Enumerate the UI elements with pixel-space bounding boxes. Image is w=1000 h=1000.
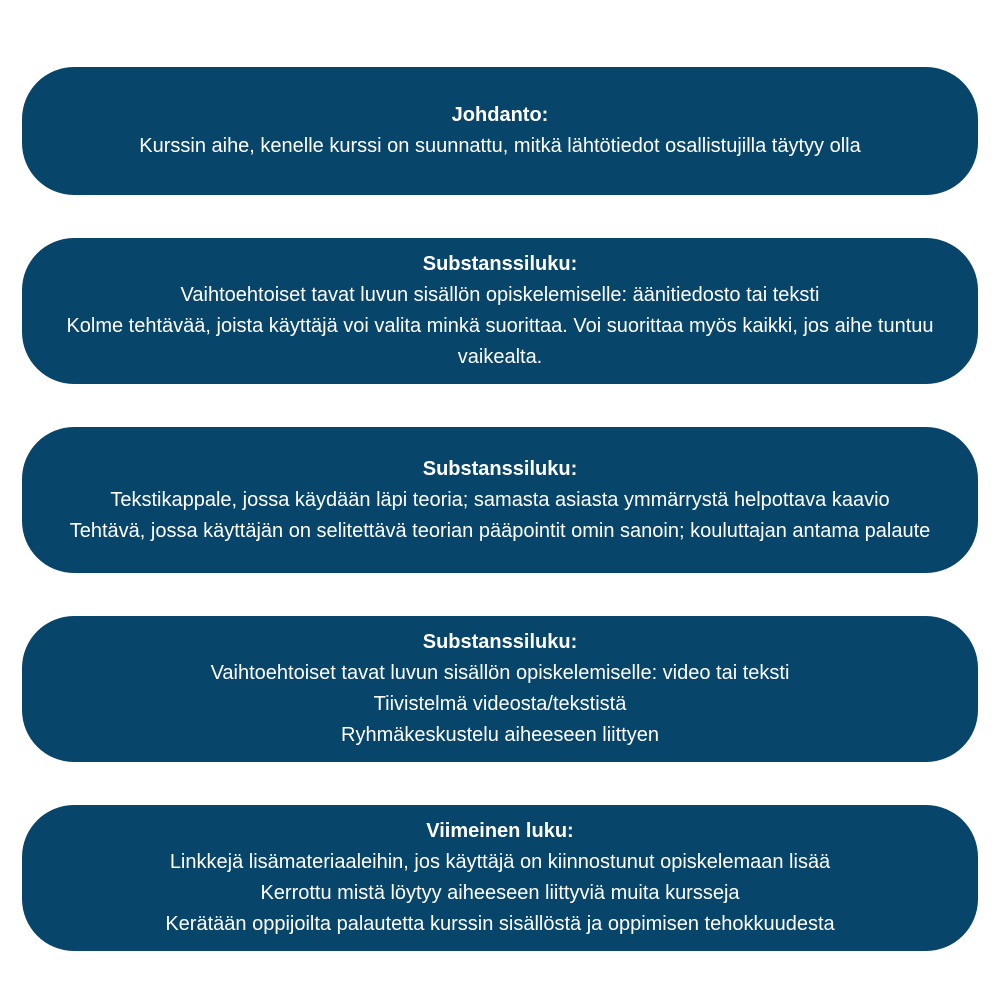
section-box-johdanto — [22, 67, 978, 195]
section-box-substanssiluku-1 — [22, 238, 978, 384]
section-title: Substanssiluku: — [422, 457, 578, 480]
section-title: Substanssiluku: — [422, 631, 578, 653]
section-line: Vaihtoehtoiset tavat luvun sisällön opiskelemiselle: video tai teksti — [210, 662, 790, 684]
section-line: Tekstikappale, jossa käydään läpi teoria; samasta asiasta ymmärrystä helpottava kaavio — [110, 488, 890, 511]
section-line: Kerätään oppijoilta palautetta kurssin sisällöstä ja oppimisen tehokkuudesta — [165, 913, 835, 935]
section-line: Vaihtoehtoiset tavat luvun sisällön opiskelemiselle: äänitiedosto tai teksti — [180, 284, 820, 306]
section-line: Tehtävä, jossa käyttäjän on selitettävä teorian pääpointit omin sanoin; kouluttajan antama palaute — [69, 519, 931, 542]
section-title: Substanssiluku: — [422, 253, 578, 275]
section-line: Kurssin aihe, kenelle kurssi on suunnattu, mitkä lähtötiedot osallistujilla täytyy olla — [139, 135, 861, 157]
section-line: Linkkejä lisämateriaaleihin, jos käyttäjä on kiinnostunut opiskelemaan lisää — [169, 851, 831, 873]
section-box-substanssiluku-2 — [22, 427, 978, 573]
section-line: Kolme tehtävää, joista käyttäjä voi valita minkä suorittaa. Voi suorittaa myös kaikki, jos aihe tuntuu vaikealta. — [66, 315, 934, 368]
section-title: Viimeinen luku: — [426, 820, 574, 842]
section-line: Kerrottu mistä löytyy aiheeseen liittyviä muita kursseja — [260, 882, 740, 904]
section-line: Ryhmäkeskustelu aiheeseen liittyen — [341, 724, 659, 746]
section-line: Tiivistelmä videosta/tekstistä — [373, 693, 627, 715]
section-box-viimeinen-luku — [22, 805, 978, 951]
section-box-substanssiluku-3 — [22, 616, 978, 762]
section-title: Johdanto: — [451, 104, 549, 126]
